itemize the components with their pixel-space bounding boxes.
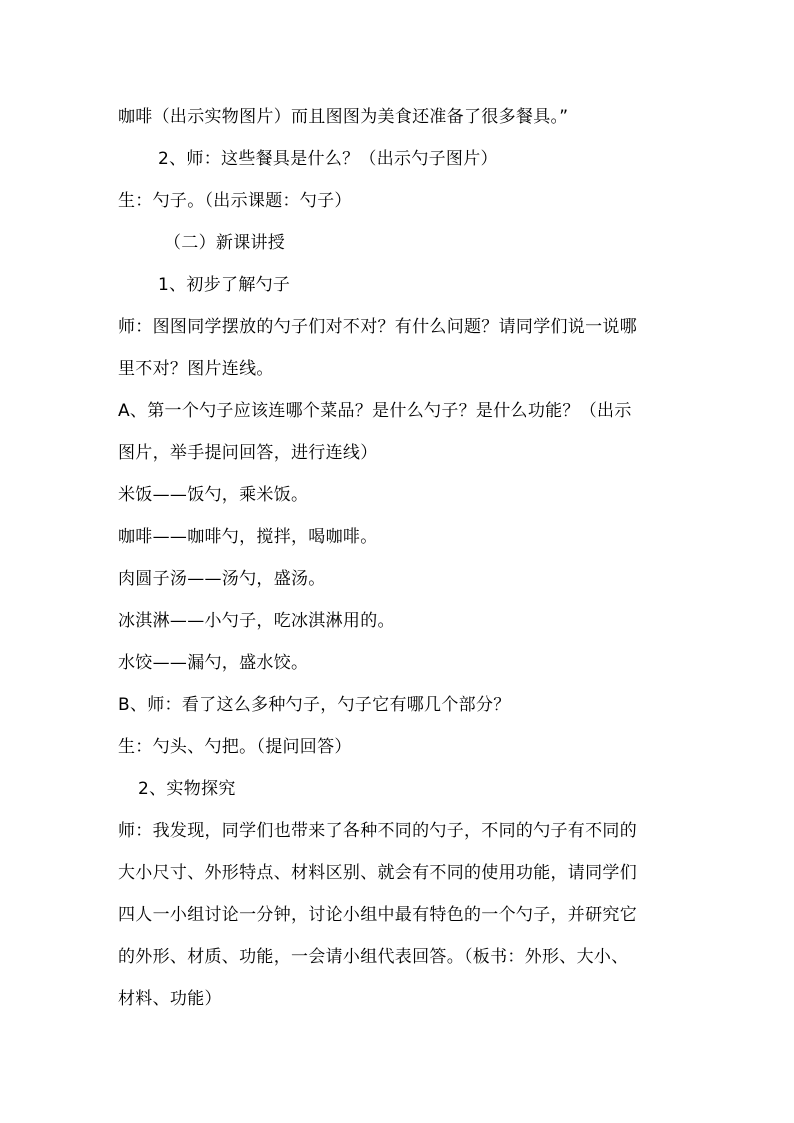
subsection-heading: 2、实物探究 (138, 779, 236, 799)
text-line: 咖啡（出示实物图片）而且图图为美食还准备了很多餐具。” (118, 107, 569, 127)
text-line: 里不对？图片连线。 (118, 359, 274, 379)
list-item: 水饺——漏勺，盛水饺。 (118, 653, 309, 673)
text-line: 图片，举手提问回答，进行连线） (118, 443, 378, 463)
text-line: 生：勺子。（出示课题：勺子） (118, 191, 352, 211)
text-line: A、第一个勺子应该连哪个菜品？是什么勺子？是什么功能？（出示 (118, 401, 632, 421)
text-line: 师：图图同学摆放的勺子们对不对？有什么问题？请同学们说一说哪 (118, 317, 637, 337)
text-line: 师：我发现，同学们也带来了各种不同的勺子，不同的勺子有不同的 (118, 821, 637, 841)
text-line: B、师：看了这么多种勺子，勺子它有哪几个部分？ (118, 695, 511, 715)
text-line: 的外形、材质、功能，一会请小组代表回答。（板书：外形、大小、 (118, 947, 629, 967)
list-item: 肉圆子汤——汤勺，盛汤。 (118, 569, 326, 589)
subsection-heading: 1、初步了解勺子 (158, 275, 291, 295)
text-line: 四人一小组讨论一分钟，讨论小组中最有特色的一个勺子，并研究它 (118, 905, 637, 925)
text-line: 2、师：这些餐具是什么？（出示勺子图片） (158, 149, 498, 169)
text-line: 生：勺头、勺把。（提问回答） (118, 737, 352, 757)
list-item: 米饭——饭勺，乘米饭。 (118, 485, 309, 505)
section-heading: （二）新课讲授 (164, 233, 286, 253)
text-line: 材料、功能） (118, 989, 222, 1009)
list-item: 咖啡——咖啡勺，搅拌，喝咖啡。 (118, 527, 378, 547)
list-item: 冰淇淋——小勺子，吃冰淇淋用的。 (118, 611, 395, 631)
text-line: 大小尺寸、外形特点、材料区别、就会有不同的使用功能，请同学们 (118, 863, 637, 883)
